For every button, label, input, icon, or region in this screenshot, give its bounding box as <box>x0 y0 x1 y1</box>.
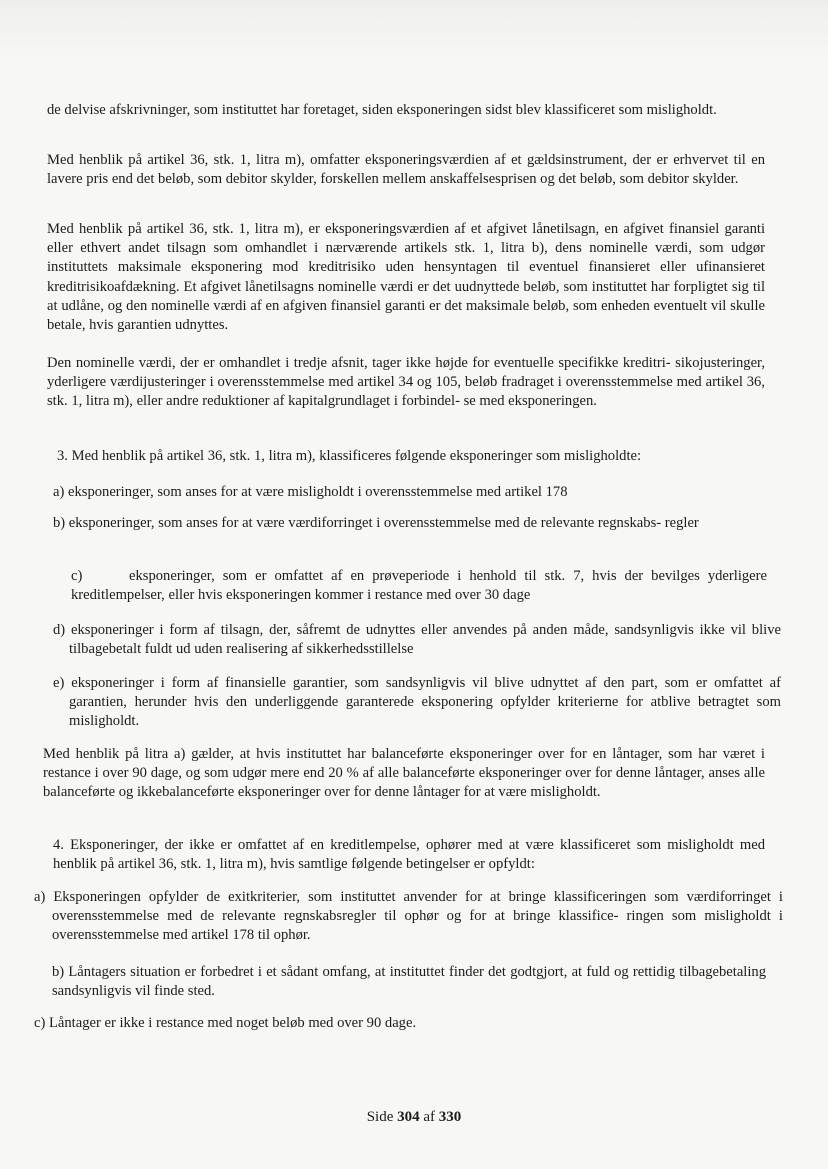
paragraph-continuation: de delvise afskrivninger, som instituttet har foretaget, siden eksponeringen sidst blev klassificeret som misligholdt. <box>47 102 717 118</box>
list-item-a: a) eksponeringer, som anses for at være misligholdt i overensstemmelse med artikel 178 <box>53 484 568 500</box>
list-item-c-marker: c) <box>71 568 83 584</box>
footer-page-total: 330 <box>438 1109 462 1125</box>
paragraph-exposure-value-commitment: Med henblik på artikel 36, stk. 1, litra m), er eksponeringsværdien af et afgivet lånetilsagn, en afgivet finansiel garanti eller ethvert andet tilsagn som omhandlet i nærværende artikels stk. 1, litra b), dens nominelle værdi, som udgør instituttets maksimale eksponering mod kreditrisiko uden hensyntagen til eventuel finansieret eller ufinansieret kreditrisikoafdækning. Et afgivet lånetilsagns nominelle værdi er det uudnyttede beløb, som instituttet har forpligtet sig til at udlåne, og den nominelle værdi af en afgiven finansiel garanti er det maksimale beløb, som enheden eventuelt vil skulle betale, hvis garantien udnyttes. <box>47 221 765 334</box>
list-item-c-text: eksponeringer, som er omfattet af en prøveperiode i henhold til stk. 7, hvis der bevilges yderligere kreditlempelser, eller hvis eksponeringen kommer i restance med over 30 dage <box>71 568 767 604</box>
footer-prefix: Side <box>366 1109 394 1125</box>
list-item-d: d) eksponeringer i form af tilsagn, der, såfremt de udnyttes eller anvendes på anden måde, sandsynligvis ikke vil blive tilbagebetalt fuldt ud uden realisering af sikkerhedsstillelse <box>53 622 781 658</box>
paragraph-exposure-value-debt: Med henblik på artikel 36, stk. 1, litra m), omfatter eksponeringsværdien af et gældsinstrument, der er erhvervet til en lavere pris end det beløb, som debitor skylder, forskellen mellem anskaffelsesprisen og det beløb, som debitor skylder. <box>47 152 765 188</box>
paragraph-section-4: 4. Eksponeringer, der ikke er omfattet af en kreditlempelse, ophører med at være klassificeret som misligholdt med henblik på artikel 36, stk. 1, litra m), hvis samtlige følgende betingelser er opfyldt: <box>53 837 765 873</box>
paragraph-nominal-value: Den nominelle værdi, der er omhandlet i tredje afsnit, tager ikke højde for eventuelle specifikke kreditri- sikojusteringer, yderligere værdijusteringer i overensstemmelse med artikel 34 og 105, beløb fradraget i overensstemmelse med artikel 36, stk. 1, litra m), eller andre reduktioner af kapitalgrundlaget i forbindel- se med eksponeringen. <box>47 355 765 410</box>
list-item-b: b) eksponeringer, som anses for at være værdiforringet i overensstemmelse med de relevante regnskabs- regler <box>53 515 699 531</box>
list-item-c <box>71 567 767 605</box>
footer-middle: af <box>423 1109 436 1125</box>
condition-c: c) Låntager er ikke i restance med noget beløb med over 90 dage. <box>34 1015 417 1031</box>
condition-a: a) Eksponeringen opfylder de exitkriterier, som instituttet anvender for at bringe klassificeringen som værdiforringet i overensstemmelse med de relevante regnskabsregler til ophør og for at bringe klassifice- ringen som misligholdt i overensstemmelse med artikel 178 til ophør. <box>34 889 783 944</box>
condition-b: b) Låntagers situation er forbedret i et sådant omfang, at instituttet finder det godtgjort, at fuld og rettidig tilbagebetaling sandsynligvis vil finde sted. <box>52 964 766 1000</box>
list-item-e: e) eksponeringer i form af finansielle garantier, som sandsynligvis vil blive udnyttet af den part, som er omfattet af garantien, herunder hvis den underliggende garanterede eksponering opfylder kriterierne for atblive betragtet som misligholdt. <box>53 675 781 730</box>
paragraph-section-3: 3. Med henblik på artikel 36, stk. 1, litra m), klassificeres følgende eksponeringer som misligholdte: <box>57 448 642 464</box>
page-footer <box>0 1109 828 1126</box>
footer-page-number: 304 <box>397 1109 420 1125</box>
paragraph-litra-a: Med henblik på litra a) gælder, at hvis instituttet har balanceførte eksponeringer over for en låntager, som har været i restance i over 90 dage, og som udgør mere end 20 % af alle balanceførte eksponeringer over for denne låntager, anses alle balanceførte og ikkebalanceførte eksponeringer over for denne låntager for at være misligholdt. <box>43 746 765 801</box>
